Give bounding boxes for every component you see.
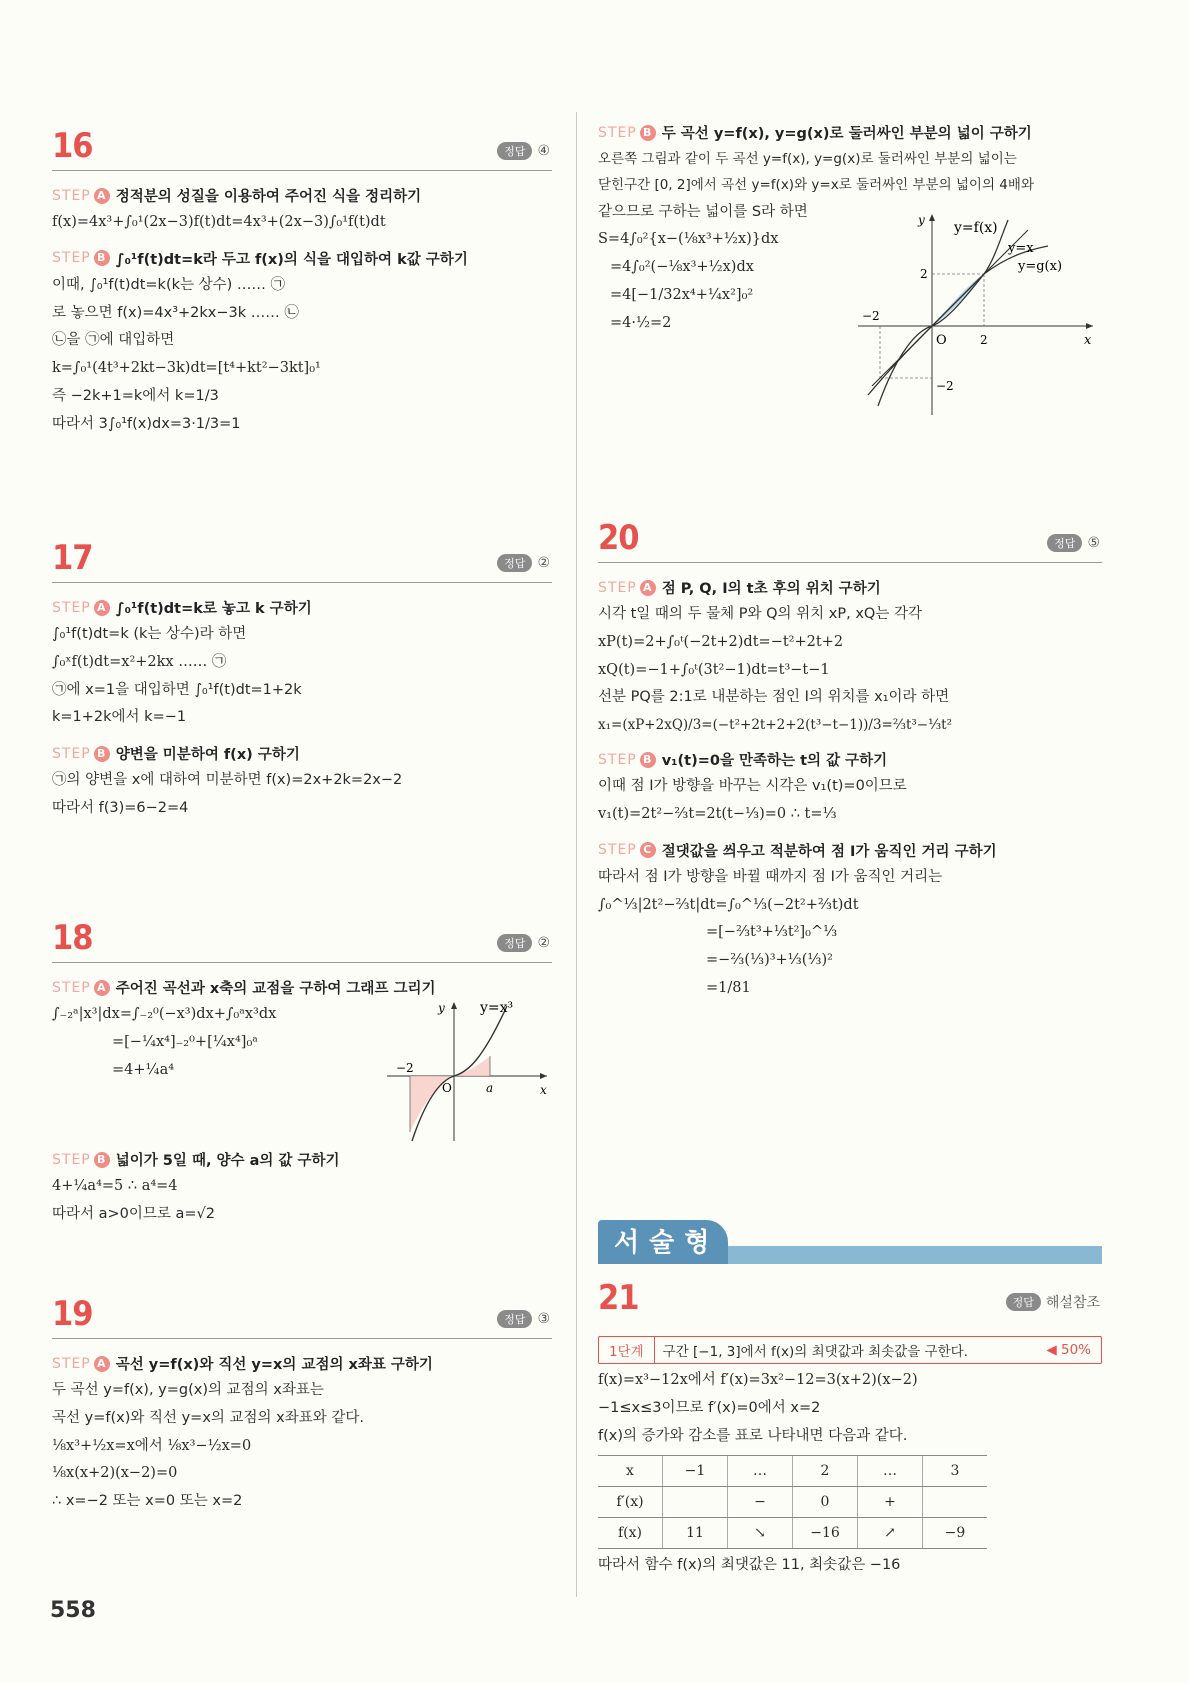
math-line: ⅛x³+½x=x에서 ⅛x³−½x=0 [52,1437,252,1454]
answer-badge: 정답 ② [497,934,550,952]
math-line: 로 놓으면 f(x)=4x³+2kx−3k …… ㉡ [52,304,299,321]
math-line: f(x)의 증가와 감소를 표로 나타내면 다음과 같다. [598,1427,908,1444]
step-a-heading: STEP A 곡선 y=f(x)와 직선 y=x의 교점의 x좌표 구하기 [52,1355,433,1373]
step-a-heading: STEP A 정적분의 성질을 이용하여 주어진 식을 정리하기 [52,187,422,205]
svg-text:a: a [486,1081,494,1095]
math-line: ㉠의 양변을 x에 대하여 미분하면 f(x)=2x+2k=2x−2 [52,772,403,788]
math-line: 따라서 f(3)=6−2=4 [52,799,189,816]
svg-text:2: 2 [980,333,988,347]
svg-text:x: x [1084,333,1092,348]
answer-badge: 정답 ③ [497,1310,550,1328]
math-line: 따라서 a>0이므로 a=√2 [52,1206,216,1222]
problem-number: 16 [52,126,93,166]
answer-badge: 정답 ⑤ [1047,534,1100,552]
svg-text:2: 2 [920,267,928,281]
svg-text:y: y [438,1001,445,1015]
math-line: =[−⅔t³+⅓t²]₀^⅓ [706,924,838,941]
math-line: 이때, ∫₀¹f(t)dt=k(k는 상수) …… ㉠ [52,276,286,293]
svg-text:y=f(x): y=f(x) [954,220,998,236]
problem-header [598,510,1102,563]
math-line: 이때 점 I가 방향을 바꾸는 시각은 v₁(t)=0이므로 [598,778,907,795]
math-line: ∫₀¹f(t)dt=k (k는 상수)라 하면 [52,626,247,642]
step-a-heading: STEP A 주어진 곡선과 x축의 교점을 구하여 그래프 그리기 [52,979,436,997]
problem-20 [598,510,1102,1000]
math-line: xP(t)=2+∫₀ᵗ(−2t+2)dt=−t²+2t+2 [598,633,844,650]
two-curves-graph [848,210,1098,420]
math-line: 4+¼a⁴=5 ∴ a⁴=4 [52,1178,178,1195]
math-line: 곡선 y=f(x)와 직선 y=x의 교점의 x좌표와 같다. [52,1409,364,1426]
svg-text:x: x [540,1083,547,1097]
answer-badge: 정답 ② [497,554,550,572]
banner-title: 서술형 [614,1228,720,1258]
math-line: 따라서 3∫₀¹f(x)dx=3·1/3=1 [52,415,241,432]
math-line: 닫힌구간 [0, 2]에서 곡선 y=f(x)와 y=x로 둘러싸인 부분의 넓이의 4배와 [598,177,1034,194]
math-line: k=∫₀¹(4t³+2kt−3k)dt=[t⁴+kt²−3kt]₀¹ [52,360,321,376]
cubic-curve [412,1006,507,1141]
table-row: f(x) 11 ↘ −16 ↗ −9 [598,1518,987,1549]
cubic-graph [382,996,552,1146]
svg-text:−2: −2 [396,1061,414,1075]
step-b-heading: STEP B 양변을 미분하여 f(x) 구하기 [52,745,300,763]
step-a-heading: STEP A ∫₀¹f(t)dt=k로 놓고 k 구하기 [52,599,312,617]
math-line: 시각 t일 때의 두 물체 P와 Q의 위치 xP, xQ는 각각 [598,606,922,622]
step-b-heading: STEP B ∫₀¹f(t)dt=k라 두고 f(x)의 식을 대입하여 k값 구하기 [52,250,468,268]
math-line: ⅛x(x+2)(x−2)=0 [52,1465,178,1482]
math-line: =4[−1/32x⁴+¼x²]₀² [610,286,754,303]
math-line: ∫₀^⅓|2t²−⅔t|dt=∫₀^⅓(−2t²+⅔t)dt [598,896,859,913]
section-banner [598,1220,1102,1264]
stage-box: 1단계 구간 [−1, 3]에서 f(x)의 최댓값과 최솟값을 구한다. ◀ 50% [598,1336,1102,1364]
column-divider [576,112,577,1597]
table-row: f′(x) − 0 + [598,1487,987,1518]
math-line: =1/81 [706,979,751,996]
page-number: 558 [50,1598,96,1623]
table-row: x −1 … 2 … 3 [598,1456,987,1487]
problem-header [52,118,552,171]
math-line: 같으므로 구하는 넓이를 S라 하면 [598,203,808,220]
problem-16 [52,118,552,435]
math-line: v₁(t)=2t²−⅔t=2t(t−⅓)=0 ∴ t=⅓ [598,806,837,822]
svg-text:O: O [936,333,947,348]
svg-text:y: y [918,213,925,227]
svg-text:y=g(x): y=g(x) [1018,259,1063,274]
problem-header [52,530,552,583]
step-b-heading: STEP B v₁(t)=0을 만족하는 t의 값 구하기 [598,751,888,770]
step-b-heading: STEP B 넓이가 5일 때, 양수 a의 값 구하기 [52,1151,340,1170]
problem-number: 19 [52,1294,93,1334]
problem-21 [598,1270,1102,1577]
math-line: ㉡을 ㉠에 대입하면 [52,332,175,349]
math-line: ∫₋₂ᵃ|x³|dx=∫₋₂⁰(−x³)dx+∫₀ᵃx³dx [52,1006,277,1022]
math-line: 두 곡선 y=f(x), y=g(x)의 교점의 x좌표는 [52,1382,324,1398]
svg-text:−2: −2 [862,309,880,323]
math-line: =4∫₀²(−⅛x³+½x)dx [610,259,754,275]
math-line: =4·½=2 [610,314,672,331]
math-line: 따라서 점 I가 방향을 바뀔 때까지 점 I가 움직인 거리는 [598,868,943,885]
math-line: xQ(t)=−1+∫₀ᵗ(3t²−1)dt=t³−t−1 [598,661,830,678]
math-line: 오른쪽 그림과 같이 두 곡선 y=f(x), y=g(x)로 둘러싸인 부분의 넓이는 [598,151,1017,167]
svg-text:y=x: y=x [1008,241,1034,256]
math-line: 선분 PQ를 2:1로 내분하는 점인 I의 위치를 x₁이라 하면 [598,689,950,706]
math-line: ∫₀ˣf(t)dt=x²+2kx …… ㉠ [52,653,227,670]
math-line: S=4∫₀²{x−(⅛x³+½x)}dx [598,231,779,248]
math-line: =−⅔(⅓)³+⅓(⅓)² [706,952,833,968]
step-b-heading: STEP B 두 곡선 y=f(x), y=g(x)로 둘러싸인 부분의 넓이 구하기 [598,124,1032,142]
math-line: k=1+2k에서 k=−1 [52,709,187,726]
math-line: =4+¼a⁴ [112,1061,175,1078]
answer-badge: 정답 해설참조 [1006,1292,1100,1312]
answer-badge: 정답 ④ [497,142,550,160]
math-line: f(x)=4x³+∫₀¹(2x−3)f(t)dt=4x³+(2x−3)∫₀¹f(t)dt [52,214,386,230]
svg-text:−2: −2 [936,379,954,393]
problem-18 [52,910,552,1226]
math-line: x₁=(xP+2xQ)/3=(−t²+2t+2+2(t³−t−1))/3=⅔t³−⅓t² [598,717,953,733]
math-line: 즉 −2k+1=k에서 k=1/3 [52,387,219,404]
conclusion-line: 따라서 함수 f(x)의 최댓값은 11, 최솟값은 −16 [598,1557,901,1574]
math-line: ∴ x=−2 또는 x=0 또는 x=2 [52,1493,243,1509]
problem-header [52,910,552,963]
step-c-heading: STEP C 절댓값을 씌우고 적분하여 점 I가 움직인 거리 구하기 [598,842,997,860]
step-a-heading: STEP A 점 P, Q, I의 t초 후의 위치 구하기 [598,579,881,597]
svg-text:O: O [442,1081,452,1095]
problem-number: 18 [52,918,93,958]
shaded-region-right [454,1056,490,1076]
problem-19 [52,1286,552,1513]
math-line: f(x)=x³−12x에서 f′(x)=3x²−12=3(x+2)(x−2) [598,1372,918,1388]
problem-17 [52,530,552,820]
problem-header [52,1286,552,1339]
math-line: ㉠에 x=1을 대입하면 ∫₀¹f(t)dt=1+2k [52,681,302,698]
increase-decrease-table [598,1455,987,1549]
problem-19-continued [598,122,1102,393]
math-line: −1≤x≤3이므로 f′(x)=0에서 x=2 [598,1399,821,1416]
problem-number: 21 [598,1278,639,1318]
math-line: =[−¼x⁴]₋₂⁰+[¼x⁴]₀ᵃ [112,1033,258,1050]
svg-text:y=x³: y=x³ [480,1000,514,1016]
problem-header [598,1270,1102,1322]
problem-number: 20 [598,518,639,558]
problem-number: 17 [52,538,93,578]
